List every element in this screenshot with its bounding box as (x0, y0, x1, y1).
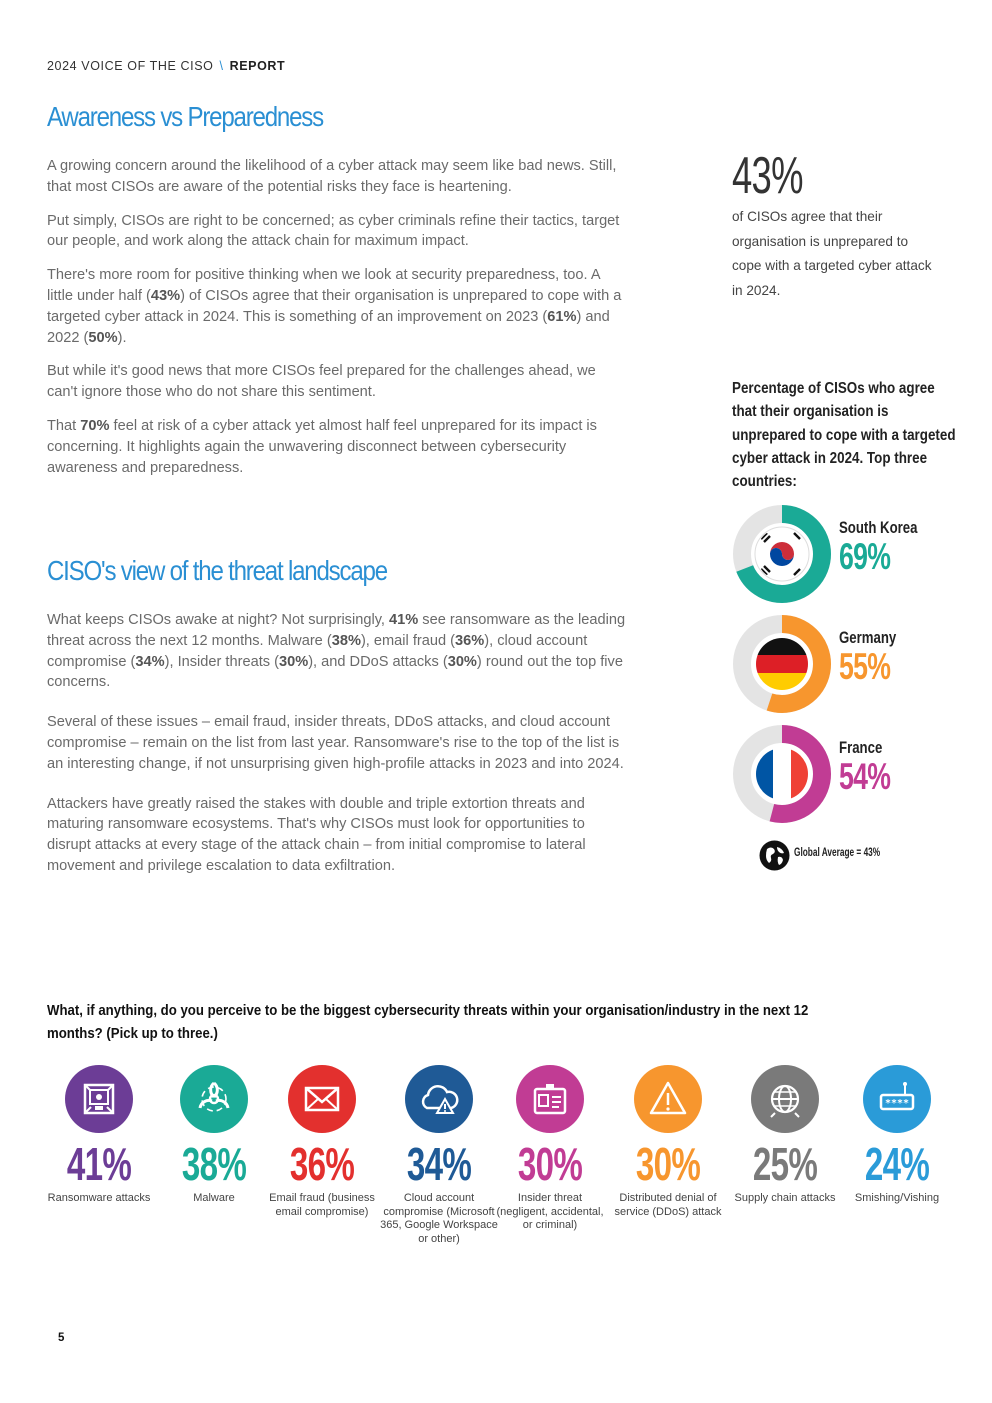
country-label: Germany (839, 629, 897, 647)
id-badge-icon (516, 1065, 584, 1133)
section-title-threat-landscape: CISO's view of the threat landscape (47, 555, 387, 586)
country-label: South Korea (839, 519, 918, 537)
country-donut-chart (725, 495, 945, 835)
country-value: 54% (839, 756, 891, 797)
threat-label: Smishing/Vishing (854, 1192, 940, 1204)
threat-percent: 41% (66, 1138, 132, 1190)
globe-icon (759, 840, 790, 871)
paragraph: Put simply, CISOs are right to be concerned; as cyber criminals refine their tactics, target our people, and work along the attack chain for maximum impact. (47, 212, 620, 250)
threat-label: Email fraud (business email compromise) (269, 1192, 375, 1218)
threat-percent: 38% (181, 1138, 247, 1190)
warning-triangle-icon (634, 1065, 702, 1133)
callout-text: of CISOs agree that their organisation is unprepared to cope with a targeted cyber attack in 2024. (732, 209, 932, 298)
threat-label: Supply chain attacks (734, 1192, 836, 1204)
report-header (47, 59, 285, 73)
threat-percent: 34% (406, 1138, 472, 1190)
country-chart-title: Percentage of CISOs who agree that their organisation is unprepared to cope with a targeted cyber attack in 2024. Top three countries: (732, 380, 956, 491)
country-value: 69% (839, 536, 891, 577)
threat-percent: 30% (635, 1138, 701, 1190)
section-threat-body (47, 610, 627, 877)
paragraph: Attackers have greatly raised the stakes with double and triple extortion threats and maturing ransomware ecosystems. That's why CISOs must look for opportunities to disrupt attacks at every stage of the attack chain – from initial compromise to lateral movement and privilege escalation to data exfiltration. (47, 795, 586, 874)
threat-label: Distributed denial of service (DDoS) attack (614, 1192, 722, 1218)
callout-percent: 43% (732, 147, 803, 205)
threat-label: Ransomware attacks (47, 1192, 151, 1204)
threat-item (485, 1065, 615, 1233)
germany-flag (755, 637, 809, 691)
threat-item (34, 1065, 164, 1206)
svg-text:****: **** (884, 1098, 910, 1109)
paragraph: That 70% feel at risk of a cyber attack yet almost half feel unprepared for its impact is concerning. It highlights again the unwavering disconnect between cybersecurity awareness and preparedness. (47, 417, 597, 476)
threat-percent: 36% (289, 1138, 355, 1190)
password-device-icon (863, 1065, 931, 1133)
threat-item (603, 1065, 733, 1219)
threat-percent: 30% (517, 1138, 583, 1190)
cloud-warning-icon (405, 1065, 473, 1133)
threat-item (720, 1065, 850, 1206)
biohazard-icon (180, 1065, 248, 1133)
section-title-awareness: Awareness vs Preparedness (47, 101, 323, 132)
page-number: 5 (58, 1332, 65, 1344)
paragraph: There's more room for positive thinking when we look at security preparedness, too. A little under half (43%) of CISOs agree that their organisation is unprepared to cope with a targeted cyber attack in 2024. This is something of an improvement on 2023 (61%) and 2022 (50%). (47, 267, 622, 346)
ransomware-icon (65, 1065, 133, 1133)
threat-percent: 24% (864, 1138, 930, 1190)
global-average: Global Average = 43% (794, 847, 881, 859)
threat-item (832, 1065, 962, 1206)
threat-label: Malware (193, 1192, 235, 1204)
header-report-label: REPORT (229, 59, 286, 73)
threat-label: Cloud account compromise (Microsoft 365, Google Workspace or other) (380, 1192, 498, 1245)
paragraph: What keeps CISOs awake at night? Not surprisingly, 41% see ransomware as the leading threat across the next 12 months. Malware (38%), email fraud (36%), cloud account compromise (34%), Insider threats (30%), and DDoS attacks (30%) round out the top five concerns. (47, 612, 626, 691)
france-flag (755, 747, 809, 801)
threat-label: Insider threat (negligent, accidental, or criminal) (496, 1192, 604, 1232)
header-title: 2024 VOICE OF THE CISO (47, 59, 214, 73)
country-value: 55% (839, 646, 891, 687)
envelope-icon (288, 1065, 356, 1133)
paragraph: A growing concern around the likelihood of a cyber attack may seem like bad news. Still, that most CISOs are aware of the potential risks they face is heartening. (47, 158, 617, 195)
country-label: France (839, 739, 883, 757)
section-awareness-body (47, 156, 627, 478)
south-korea-flag (755, 527, 809, 581)
paragraph: But while it's good news that more CISOs feel prepared for the challenges ahead, we can't ignore those who do not share this sentiment. (47, 363, 596, 401)
threat-item (257, 1065, 387, 1219)
threat-percent: 25% (752, 1138, 818, 1190)
header-separator: \ (219, 59, 224, 73)
globe-network-icon (751, 1065, 819, 1133)
paragraph: Several of these issues – email fraud, insider threats, DDoS attacks, and cloud account compromise – remain on the list from last year. Ransomware's rise to the top of the list is an interesting change, if not unsurprising given high-profile attacks in 2023 and into 2024. (47, 714, 624, 772)
threats-question: What, if anything, do you perceive to be the biggest cybersecurity threats within your organisation/industry in the next 12 months? (Pick up to three.) (47, 1002, 809, 1042)
